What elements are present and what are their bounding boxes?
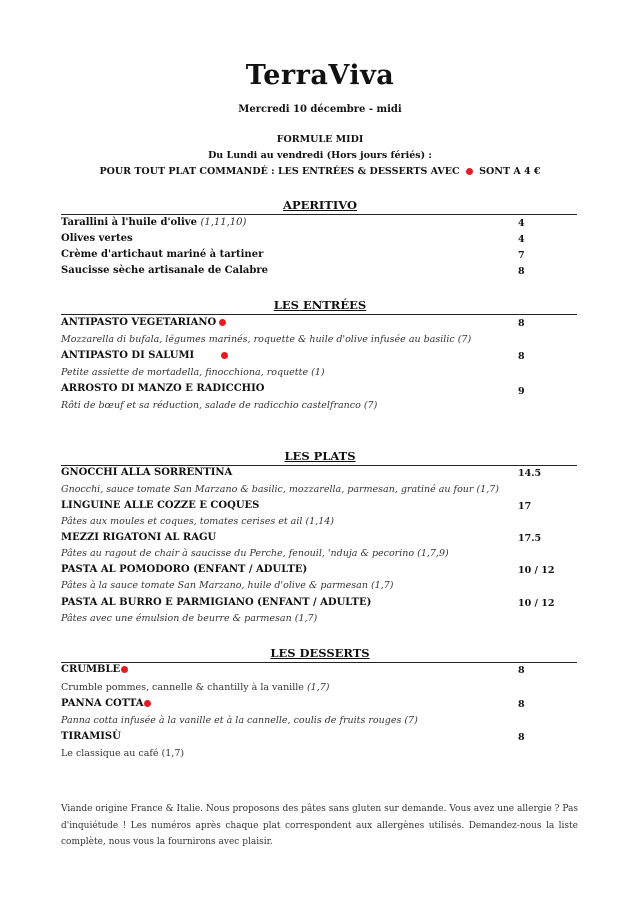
item-name: Saucisse sèche artisanale de Calabre xyxy=(61,265,269,276)
item-allergens: (1,11,10) xyxy=(200,217,247,228)
item-name: PASTA AL BURRO E PARMIGIANO (ENFANT / ADULTE) xyxy=(61,597,372,608)
item-price: 4 xyxy=(518,234,525,245)
item-description: Mozzarella di bufala, légumes marinés, roquette & huile d'olive infusée au basilic (7) xyxy=(61,334,472,345)
item-name: ARROSTO DI MANZO E RADICCHIO xyxy=(61,383,265,394)
item-price: 17.5 xyxy=(518,533,542,544)
item-description: Gnocchi, sauce tomate San Marzano & basilic, mozzarella, parmesan, gratiné au four (1,7) xyxy=(61,484,499,495)
item-price: 10 / 12 xyxy=(518,565,555,576)
item-price: 14.5 xyxy=(518,468,542,479)
section-title-aperitivo: APERITIVO xyxy=(283,198,357,212)
item-description: Pâtes avec une émulsion de beurre & parmesan (1,7) xyxy=(61,613,318,624)
item-name: PASTA AL POMODORO (ENFANT / ADULTE) xyxy=(61,564,308,575)
menu-item xyxy=(61,217,581,231)
section-divider xyxy=(61,314,577,315)
item-description: Panna cotta infusée à la vanille et à la cannelle, coulis de fruits rouges (7) xyxy=(61,715,418,726)
formule-offer xyxy=(0,166,640,177)
item-price: 8 xyxy=(518,351,525,362)
item-description: Pâtes au ragout de chair à saucisse du Perche, fenouil, 'nduja & pecorino (1,7,9) xyxy=(61,548,449,559)
formule-offer-text: POUR TOUT PLAT COMMANDÉ : LES ENTRÉES & DESSERTS AVEC xyxy=(99,166,460,177)
menu-item xyxy=(61,317,581,331)
formule-title: FORMULE MIDI xyxy=(276,134,364,145)
section-title-desserts: LES DESSERTS xyxy=(270,646,370,660)
item-price: 10 / 12 xyxy=(518,598,555,609)
item-price: 8 xyxy=(518,732,525,743)
item-description: Pâtes à la sauce tomate San Marzano, huile d'olive & parmesan (1,7) xyxy=(61,580,394,591)
item-price: 8 xyxy=(518,266,525,277)
item-description: Le classique au café (1,7) xyxy=(61,748,185,759)
item-name: MEZZI RIGATONI AL RAGU xyxy=(61,532,217,543)
menu-item xyxy=(61,532,581,546)
item-name: TIRAMISÙ xyxy=(61,731,121,742)
menu-item xyxy=(61,564,581,578)
restaurant-name: TerraViva xyxy=(245,60,395,91)
menu-item xyxy=(61,233,581,247)
menu-item xyxy=(61,249,581,263)
item-price: 17 xyxy=(518,501,532,512)
menu-item xyxy=(61,383,581,397)
menu-item xyxy=(61,597,581,611)
item-price: 8 xyxy=(518,318,525,329)
allergen-footer-note: Viande origine France & Italie. Nous proposons des pâtes sans gluten sur demande. Vous avez une allergie ? Pas d'inquiétude ! Les numéros après chaque plat correspondent aux allergènes utilisés. Demandez-nous la liste complète, nous vous la fournirons avec plaisir. xyxy=(61,804,578,847)
item-price: 8 xyxy=(518,665,525,676)
item-name: ANTIPASTO DI SALUMI xyxy=(61,350,231,361)
item-name: LINGUINE ALLE COZZE E COQUES xyxy=(61,500,260,511)
item-price: 7 xyxy=(518,250,525,261)
item-name: Crème d'artichaut mariné à tartiner xyxy=(61,249,264,260)
item-description: Rôti de bœuf et sa réduction, salade de radicchio castelfranco (7) xyxy=(61,400,378,411)
red-dot-icon xyxy=(121,666,128,673)
menu-item xyxy=(61,467,581,481)
item-price: 9 xyxy=(518,386,525,397)
formule-days: Du Lundi au vendredi (Hors jours fériés) : xyxy=(208,150,432,161)
menu-item xyxy=(61,500,581,514)
menu-item xyxy=(61,731,581,745)
red-dot-icon xyxy=(219,319,226,326)
red-dot-icon xyxy=(221,352,228,359)
item-name: GNOCCHI ALLA SORRENTINA xyxy=(61,467,233,478)
item-price: 4 xyxy=(518,218,525,229)
menu-item xyxy=(61,265,581,279)
item-name: PANNA COTTA xyxy=(61,698,154,709)
item-description: Crumble pommes, cannelle & chantilly à la vanille (1,7) xyxy=(61,682,330,693)
menu-date: Mercredi 10 décembre - midi xyxy=(238,104,402,115)
item-name: CRUMBLE xyxy=(61,664,131,675)
red-dot-icon xyxy=(466,168,473,175)
item-name: ANTIPASTO VEGETARIANO xyxy=(61,317,229,328)
item-description: Petite assiette de mortadella, finocchiona, roquette (1) xyxy=(61,367,325,378)
menu-item xyxy=(61,350,581,364)
menu-item xyxy=(61,698,581,712)
red-dot-icon xyxy=(144,700,151,707)
section-title-plats: LES PLATS xyxy=(284,449,356,463)
section-title-entrees: LES ENTRÉES xyxy=(273,298,367,312)
section-divider xyxy=(61,465,577,466)
menu-item xyxy=(61,664,581,678)
item-allergens: (1,7) xyxy=(306,682,330,693)
item-price: 8 xyxy=(518,699,525,710)
item-description: Pâtes aux moules et coques, tomates cerises et ail (1,14) xyxy=(61,516,335,527)
formule-offer-price: SONT A 4 € xyxy=(479,166,541,177)
item-name: Olives vertes xyxy=(61,233,133,244)
section-divider xyxy=(61,214,577,215)
item-name: Tarallini à l'huile d'olive (1,11,10) xyxy=(61,217,247,228)
section-divider xyxy=(61,662,577,663)
